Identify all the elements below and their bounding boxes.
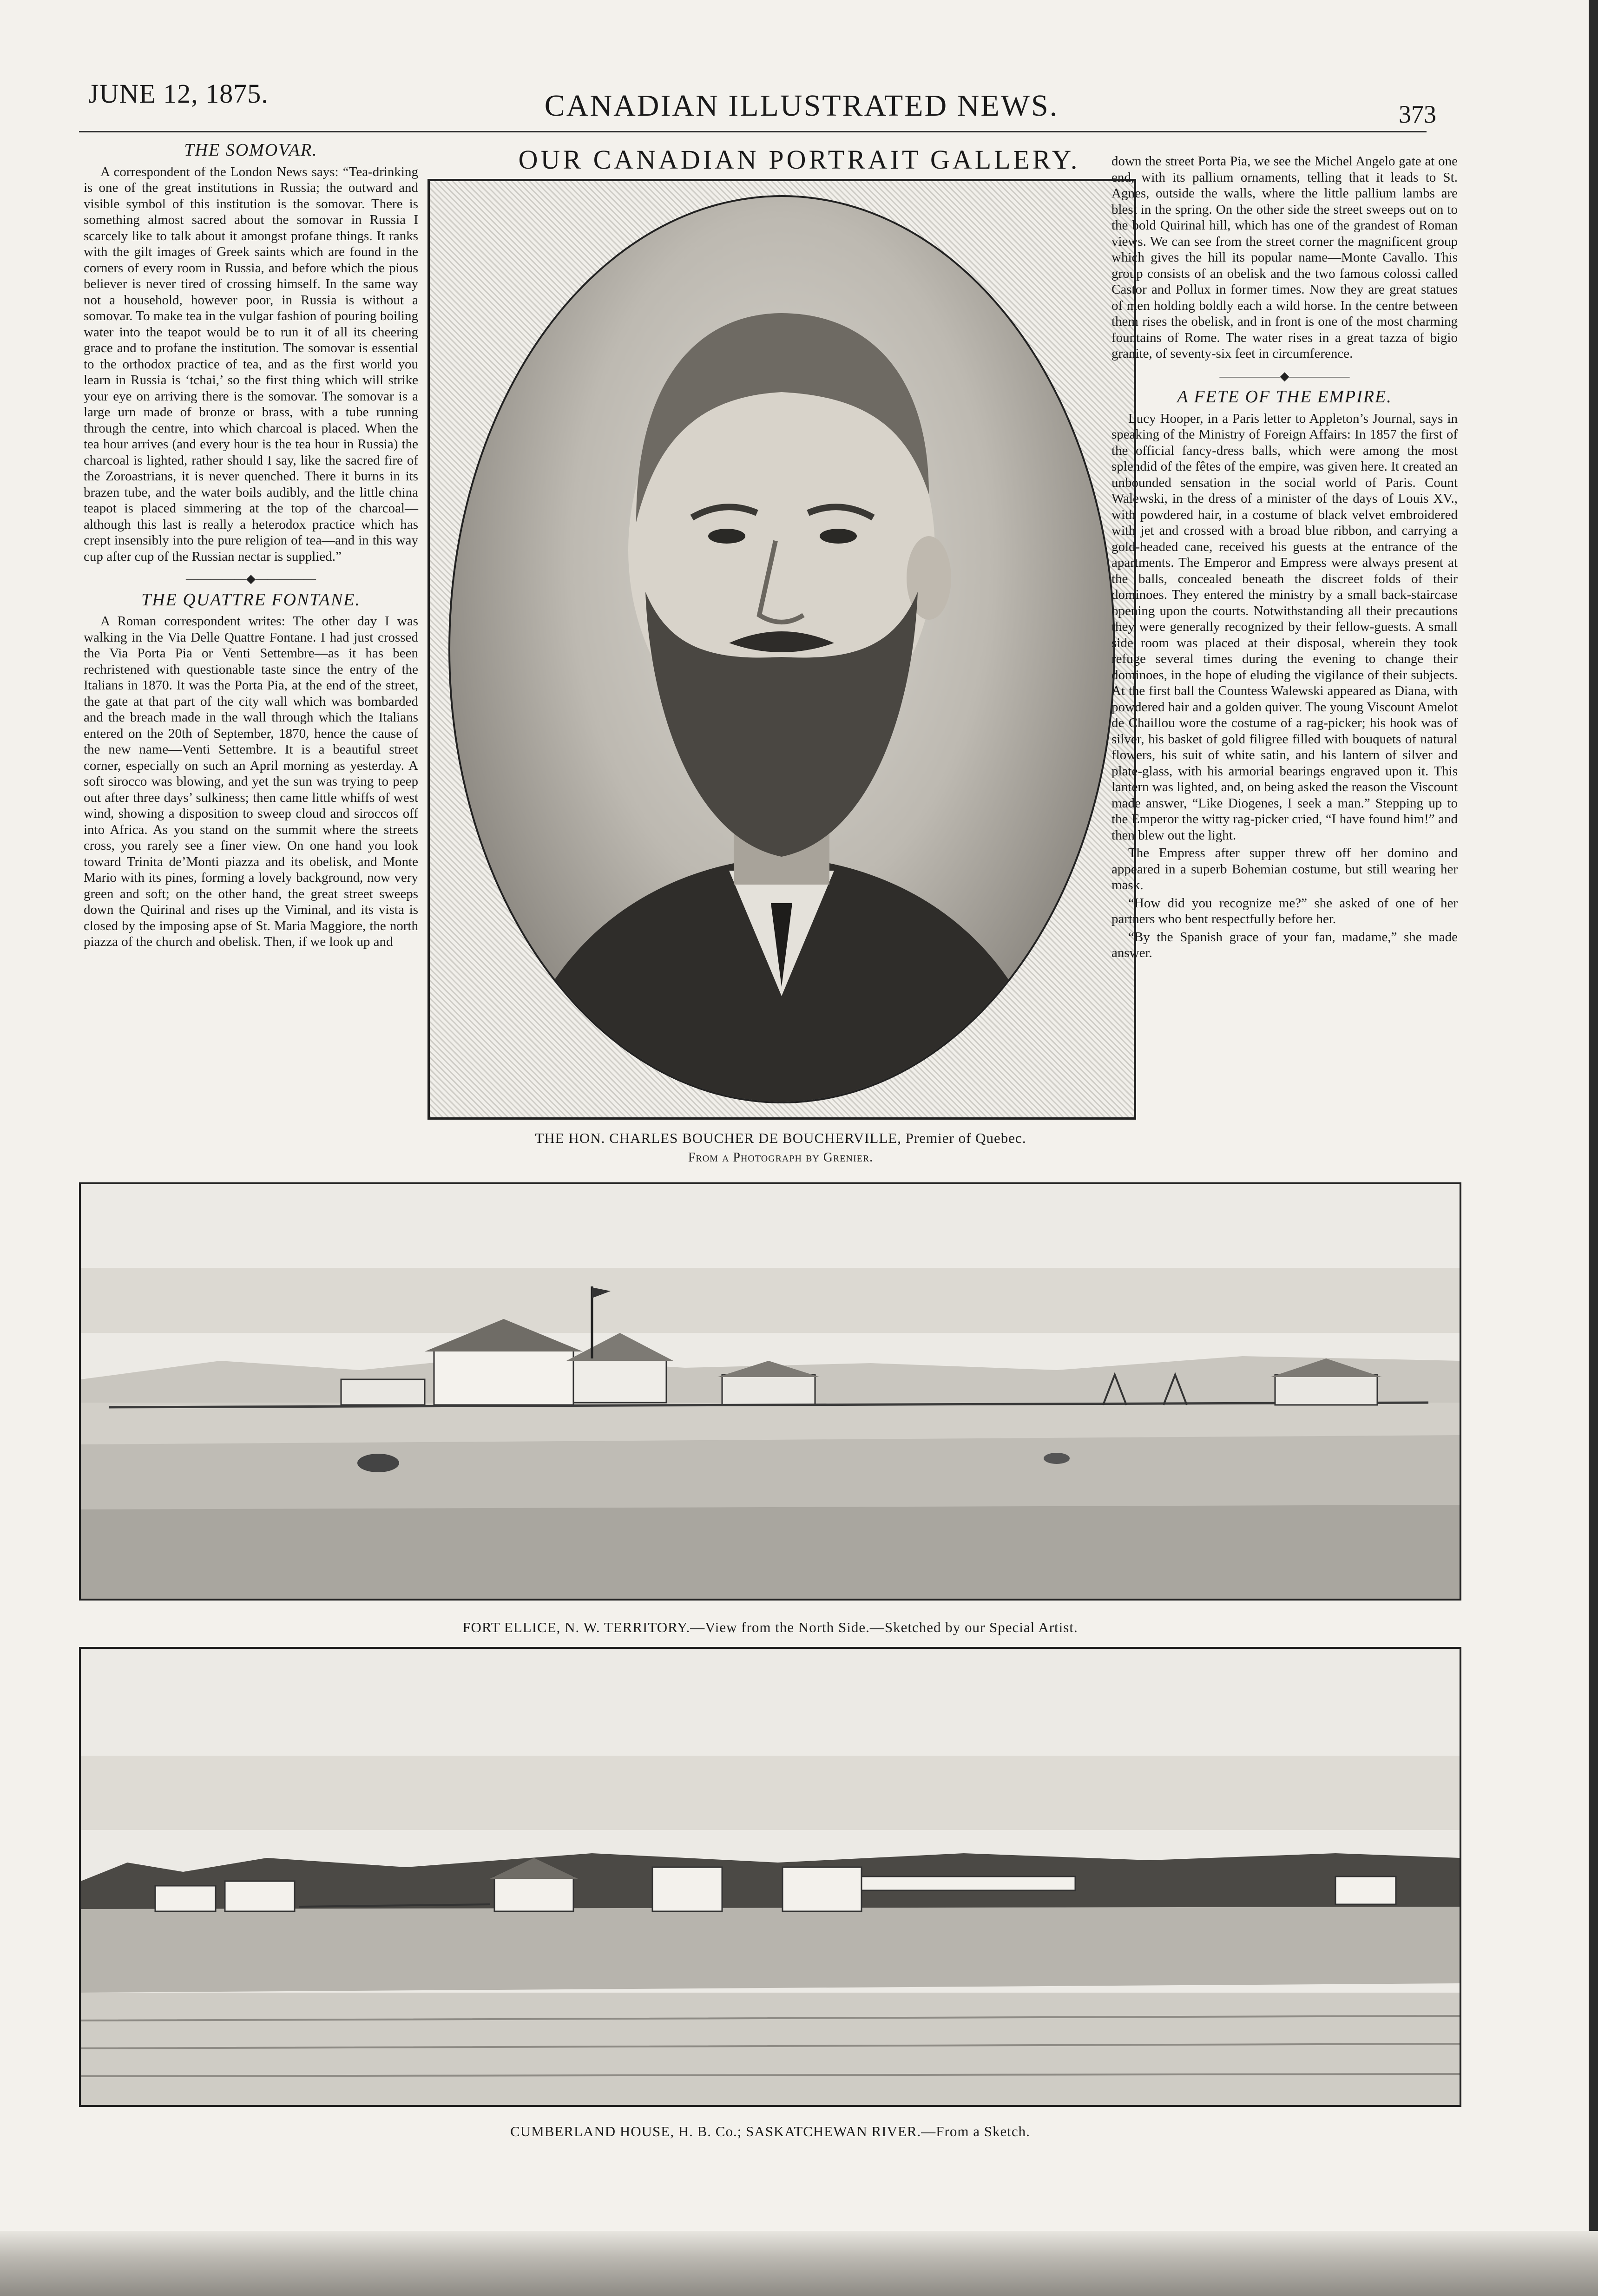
article-paragraph: “How did you recognize me?” she asked of one of her partners who bent respectfully before her. [1111,895,1458,926]
right-column [1111,153,1458,1138]
article-body-quattre-fontane: A Roman correspondent writes: The other day I was walking in the Via Delle Quattre Fontane. I had just crossed the Via Porta Pia or Venti Settembre—as it has been rechristened with questionable taste since the entry of the Italians in 1870. It was the Porta Pia, at the end of the street, the gate at that part of the city wall which was bombarded and the breach made in the wall through which the Italians entered on the 20th of September, 1870, hence the cause of the new name—Venti Settembre. It is a beautiful street corner, especially on such an April morning as yesterday. A soft sirocco was blowing, and yet the sun was trying to peep out after three days’ sulkiness; then came little whiffs of west wind, showing a disposition to sweep cloud and siroccos off into Africa. As you stand on the summit where the streets cross, you rarely see a finer view. On one hand you look toward Trinita de’Monti piazza and its obelisk, and Monte Mario with its pines, forming a lovely background, now very green and soft; on the other hand, the great street sweeps down the Quirinal and rises up the Viminal, and its vista is closed by the imposing apse of St. Maria Maggiore, the north piazza of the church and obelisk. Then, if we look up and [84,614,418,949]
portrait-engraving [448,195,1115,1103]
article-paragraph: Lucy Hooper, in a Paris letter to Appleton’s Journal, says in speaking of the Ministry of Foreign Affairs: In 1857 the first of the official fancy-dress balls, which were among the most splendid of the fêtes of the empire, was given here. It created an unbounded sensation in the social world of Paris. Count Walewski, in the dress of a minister of the days of Louis XV., with powdered hair, in a costume of black velvet embroidered with jet and crossed with a broad blue ribbon, and carrying a gold-headed cane, received his guests at the entrance of the apartments. The Emperor and Empress were always present at the balls, concealed beneath the discreet folds of their dominoes. They entered the ministry by a small back-staircase opening upon the courts. Notwithstanding all their precautions they were generally recognized by their fellow-guests. A small side room was placed at their disposal, wherein they took refuge several times during the evening to change their dominoes, in the hope of eluding the vigilance of their subjects. At the first ball the Countess Walewski appeared as Diana, with powdered hair and a golden quiver. The young Viscount Amelot de Chaillou wore the costume of a rag-picker; his hook was of silver, his basket of gold filigree filled with bouquets of natural flowers, his suit of white satin, and his lantern of silver and plate-glass, with his armorial bearings engraved upon it. This lantern was lighted, and, on being asked the reason the Viscount made answer, “Like Diogenes, I seek a man.” Stepping up to the Emperor the witty rag-picker cried, “I have found him!” and then blew out the light. [1111,411,1458,843]
fort-ellice-caption: FORT ELLICE, N. W. TERRITORY.—View from the North Side.—Sketched by our Special Artist. [462,1619,1078,1635]
article-title-fete-empire: A FETE OF THE EMPIRE. [1177,387,1392,407]
issue-date: JUNE 12, 1875. [88,79,269,109]
article-paragraph: “By the Spanish grace of your fan, madame,” she made answer. [1111,929,1458,960]
portrait-frame [427,179,1136,1120]
article-title-somovar: THE SOMOVAR. [184,140,318,160]
masthead-rule [79,131,1427,132]
article-body-somovar: A correspondent of the London News says: “Tea-drinking is one of the great institutions in Russia; the outward and visible symbol of this institution is the somovar. There is something almost sacred about the somovar in Russia I scarcely like to talk about it amongst profane things. It ranks with the gilt images of Greek saints which are found in the corners of every room in Russia, and before which the pious believer is never tired of crossing himself. In the same way not a household, however poor, in Russia is without a somovar. To make tea in the vulgar fashion of pouring boiling water into the teapot would be to run it of all its cheering grace and to profane the institution. The somovar is essential to the orthodox practice of tea, and as the first world you learn in Russia is ‘tchai,’ so the first thing which will strike your eye on arriving there is the somovar. The somovar is a large urn made of bronze or brass, with a tube running through the centre, into which charcoal is placed. When the tea hour arrives (and every hour is the tea hour in Russia) the charcoal is lighted, rather should I say, like the sacred fire of the Zoroastrians, it is never quenched. There it burns in its brazen tube, and the water boils audibly, and the little china teapot is placed simmering at the top of the charcoal—although this last is really a heterodox practice which has crept insensibly into the pure religion of tea—and in this way cup after cup of the Russian nectar is supplied.” [84,164,418,564]
portrait-gallery-title: OUR CANADIAN PORTRAIT GALLERY. [518,144,1080,175]
article-paragraph: The Empress after supper threw off her domino and appeared in a superb Bohemian costume, but still wearing her mask. [1111,846,1458,892]
page-bottom-shadow [0,2231,1598,2296]
cumberland-house-caption: CUMBERLAND HOUSE, H. B. Co.; SASKATCHEWAN RIVER.—From a Sketch. [510,2123,1030,2139]
article-continuation-quattre-fontane: down the street Porta Pia, we see the Michel Angelo gate at one end, with its pallium ornaments, telling that it leads to St. Agnes, outside the walls, where the little pallium lambs are blest in the spring. On the other side the street sweeps out on to the bold Quirinal hill, which has one of the grandest of Roman views. We can see from the street corner the magnificent group which gives the hill its popular name—Monte Cavallo. This group consists of an obelisk and the two famous colossi called Castor and Pollux in former times. Now they are great statues of men holding boldly each a wild horse. In the centre between them rises the obelisk, and in front is one of the most charming fountains of Rome. The water rises in a great tazza of bigio granite, of seventy-six feet in circumference. [1111,154,1458,361]
cumberland-house-illustration [79,1647,1461,2107]
page-number: 373 [1399,100,1436,128]
fort-ellice-engraving [81,1184,1460,1599]
portrait-figure-illustration [450,197,1113,1102]
left-column [84,138,418,1141]
fort-ellice-illustration [79,1182,1461,1601]
cumberland-house-engraving [81,1649,1460,2105]
section-divider: ―――――◆――――― [1219,369,1350,383]
section-divider: ―――――◆――――― [186,572,316,585]
article-title-quattre-fontane: THE QUATTRE FONTANE. [141,590,361,610]
portrait-credit: From a Photograph by Grenier. [688,1150,874,1165]
newspaper-title: CANADIAN ILLUSTRATED NEWS. [544,89,1059,123]
portrait-caption: THE HON. CHARLES BOUCHER DE BOUCHERVILLE, Premier of Quebec. [535,1130,1026,1146]
page-edge-shadow [1589,0,1598,2296]
